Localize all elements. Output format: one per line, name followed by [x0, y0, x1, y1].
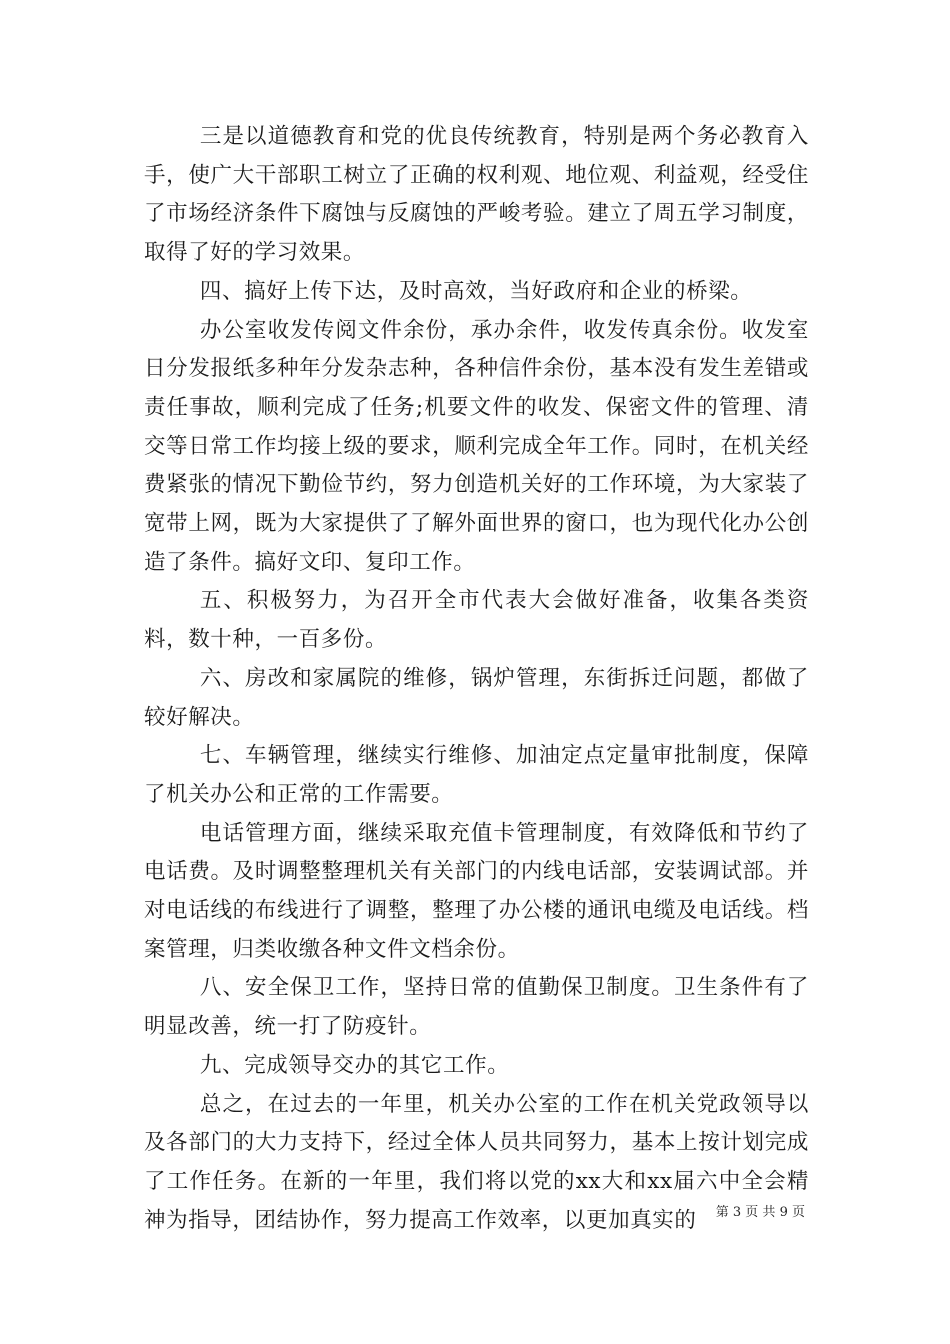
current-page-number: 3 — [732, 1205, 742, 1220]
page-footer — [716, 1205, 805, 1221]
paragraph: 八、安全保卫工作，坚持日常的值勤保卫制度。卫生条件有了明显改善，统一打了防疫针。 — [144, 975, 809, 1040]
paragraph: 六、房改和家属院的维修，锅炉管理，东街拆迁问题，都做了较好解决。 — [144, 665, 809, 730]
footer-suffix: 页 — [791, 1205, 805, 1220]
paragraph: 九、完成领导交办的其它工作。 — [199, 1052, 510, 1078]
document-body — [144, 118, 809, 1240]
total-pages-number: 9 — [779, 1205, 788, 1220]
paragraph: 办公室收发传阅文件余份，承办余件，收发传真余份。收发室日分发报纸多种年分发杂志种，各种信件余份，基本没有发生差错或责任事故，顺利完成了任务;机要文件的收发、保密文件的管理、清交等日常工作均接上级的要求，顺利完成全年工作。同时，在机关经费紧张的情况下勤俭节约，努力创造机关好的工作环境，为大家装了宽带上网，既为大家提供了了解外面世界的窗口，也为现代化办公创造了条件。搞好文印、复印工作。 — [144, 317, 809, 575]
paragraph: 三是以道德教育和党的优良传统教育，特别是两个务必教育入手，使广大干部职工树立了正确的权利观、地位观、利益观，经受住了市场经济条件下腐蚀与反腐蚀的严峻考验。建立了周五学习制度，取得了好的学习效果。 — [144, 124, 809, 266]
paragraph: 电话管理方面，继续采取充值卡管理制度，有效降低和节约了电话费。及时调整整理机关有关部门的内线电话部，安装调试部。并对电话线的布线进行了调整，整理了办公楼的通讯电缆及电话线。档案管理，归类收缴各种文件文档余份。 — [144, 820, 809, 962]
paragraph: 七、车辆管理，继续实行维修、加油定点定量审批制度，保障了机关办公和正常的工作需要。 — [144, 743, 809, 807]
paragraph: 四、搞好上传下达，及时高效，当好政府和企业的桥梁。 — [199, 278, 753, 304]
paragraph: 总之，在过去的一年里，机关办公室的工作在机关党政领导以及各部门的大力支持下，经过全体人员共同努力，基本上按计划完成了工作任务。在新的一年里，我们将以党的xx大和xx届六中全会精神为指导，团结协作，努力提高工作效率，以更加真实的 — [144, 1091, 809, 1233]
paragraph: 五、积极努力，为召开全市代表大会做好准备，收集各类资料，数十种，一百多份。 — [144, 588, 809, 653]
footer-prefix: 第 — [715, 1205, 729, 1220]
footer-middle: 页 共 — [745, 1205, 776, 1220]
